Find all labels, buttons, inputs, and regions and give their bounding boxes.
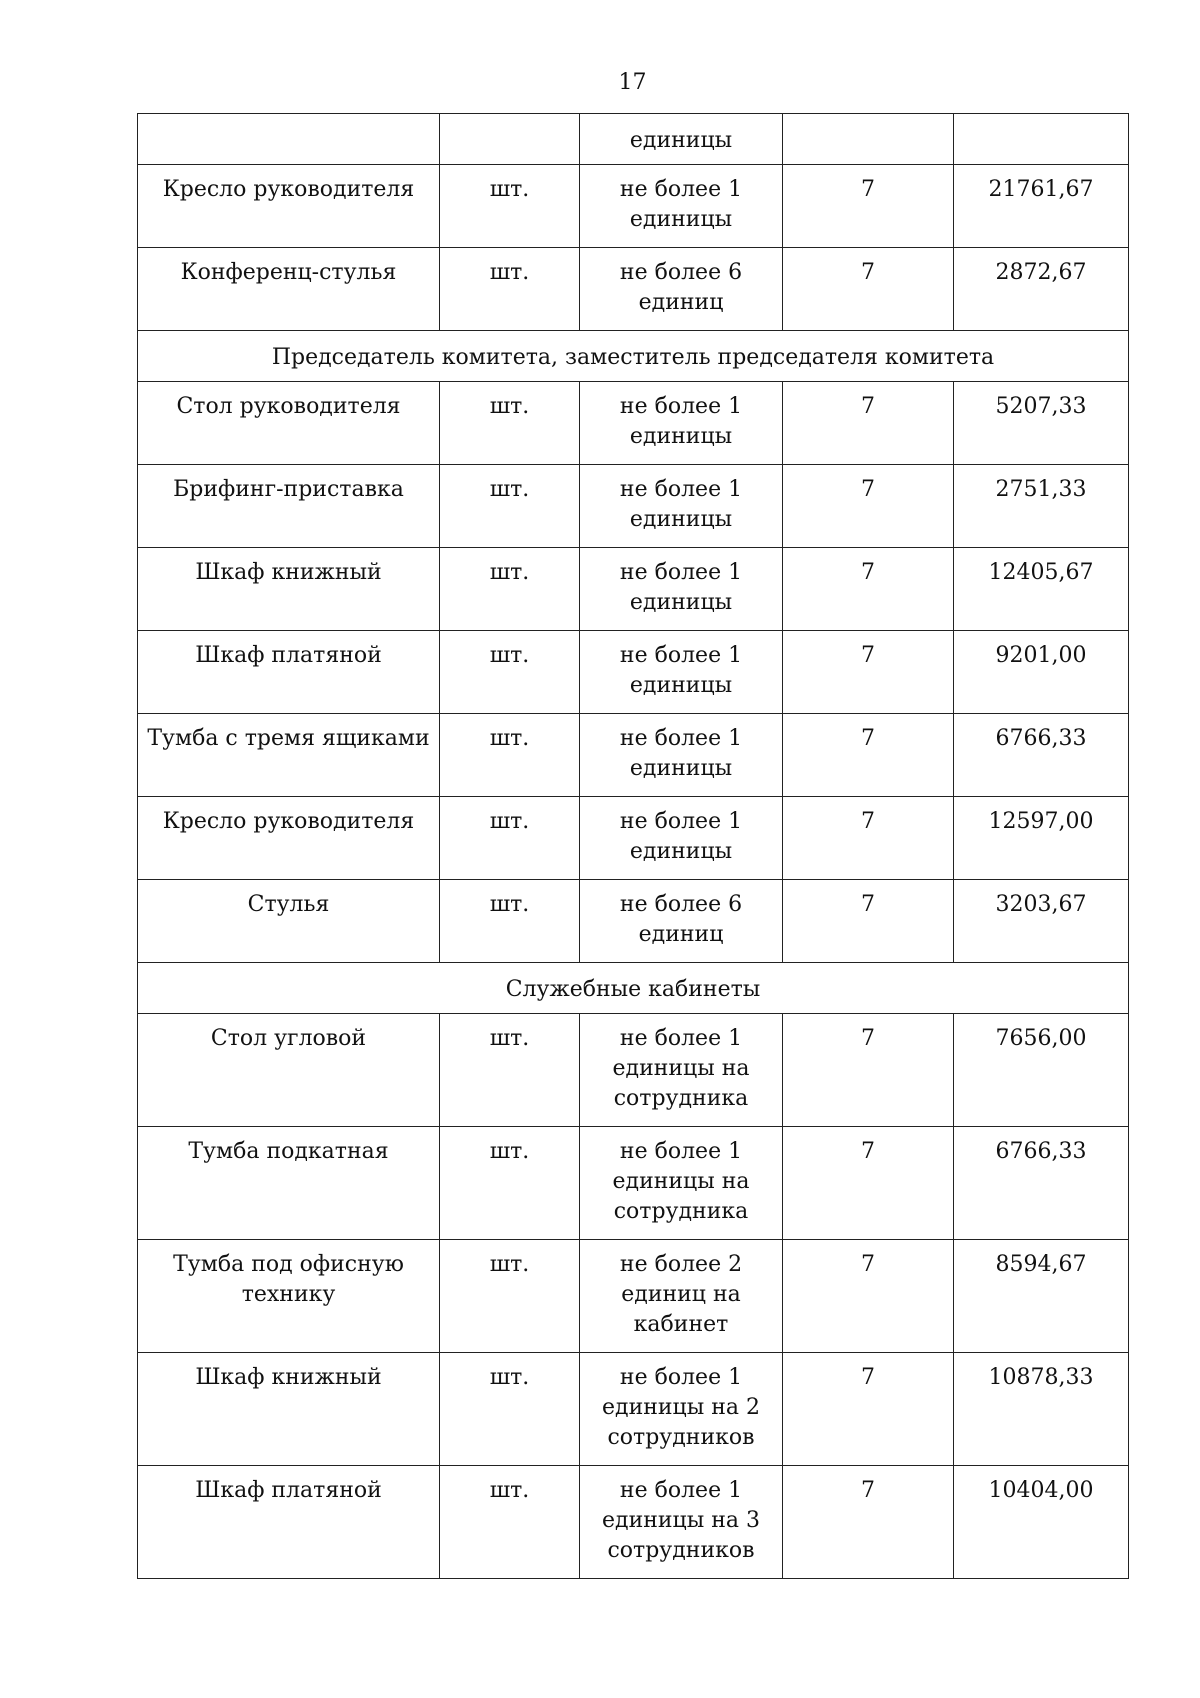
furniture-norms-table	[137, 113, 1129, 1579]
table-row	[138, 248, 1129, 331]
cell-unit: шт.	[440, 248, 580, 331]
cell-quantity: не более 1 единицы	[580, 465, 783, 548]
cell-term: 7	[783, 1240, 954, 1353]
cell-quantity: не более 1 единицы	[580, 714, 783, 797]
cell-term: 7	[783, 248, 954, 331]
table-row	[138, 1127, 1129, 1240]
cell-term	[783, 114, 954, 165]
cell-name: Кресло руководителя	[138, 165, 440, 248]
cell-name	[138, 114, 440, 165]
cell-price: 12405,67	[954, 548, 1129, 631]
cell-unit: шт.	[440, 714, 580, 797]
cell-name: Шкаф платяной	[138, 631, 440, 714]
table-row	[138, 1466, 1129, 1579]
cell-term: 7	[783, 797, 954, 880]
cell-term: 7	[783, 880, 954, 963]
table-row	[138, 880, 1129, 963]
cell-term: 7	[783, 165, 954, 248]
table-row	[138, 1353, 1129, 1466]
cell-name: Тумба под офисную технику	[138, 1240, 440, 1353]
table-row	[138, 631, 1129, 714]
cell-name: Конференц-стулья	[138, 248, 440, 331]
table-row	[138, 165, 1129, 248]
cell-price: 7656,00	[954, 1014, 1129, 1127]
cell-term: 7	[783, 1466, 954, 1579]
table-row	[138, 548, 1129, 631]
cell-name: Тумба с тремя ящиками	[138, 714, 440, 797]
cell-name: Стол угловой	[138, 1014, 440, 1127]
cell-quantity: не более 1 единицы	[580, 631, 783, 714]
cell-name: Тумба подкатная	[138, 1127, 440, 1240]
cell-price: 12597,00	[954, 797, 1129, 880]
cell-name: Стол руководителя	[138, 382, 440, 465]
cell-price: 10404,00	[954, 1466, 1129, 1579]
cell-unit: шт.	[440, 880, 580, 963]
continuation-row	[138, 114, 1129, 165]
cell-term: 7	[783, 1353, 954, 1466]
cell-quantity: единицы	[580, 114, 783, 165]
cell-quantity: не более 1 единицы на сотрудника	[580, 1127, 783, 1240]
cell-price: 3203,67	[954, 880, 1129, 963]
section-header-row	[138, 331, 1129, 382]
cell-term: 7	[783, 382, 954, 465]
cell-quantity: не более 1 единицы	[580, 797, 783, 880]
cell-price	[954, 114, 1129, 165]
cell-price: 8594,67	[954, 1240, 1129, 1353]
cell-name: Кресло руководителя	[138, 797, 440, 880]
cell-quantity: не более 6 единиц	[580, 880, 783, 963]
cell-quantity: не более 1 единицы	[580, 165, 783, 248]
cell-unit: шт.	[440, 1014, 580, 1127]
cell-unit: шт.	[440, 797, 580, 880]
table-row	[138, 797, 1129, 880]
cell-price: 6766,33	[954, 1127, 1129, 1240]
cell-name: Шкаф книжный	[138, 1353, 440, 1466]
cell-price: 6766,33	[954, 714, 1129, 797]
cell-unit: шт.	[440, 631, 580, 714]
cell-name: Шкаф книжный	[138, 548, 440, 631]
table-row	[138, 1014, 1129, 1127]
cell-term: 7	[783, 1014, 954, 1127]
cell-term: 7	[783, 548, 954, 631]
cell-term: 7	[783, 631, 954, 714]
cell-term: 7	[783, 714, 954, 797]
cell-name: Шкаф платяной	[138, 1466, 440, 1579]
cell-quantity: не более 6 единиц	[580, 248, 783, 331]
cell-unit: шт.	[440, 465, 580, 548]
cell-term: 7	[783, 465, 954, 548]
cell-quantity: не более 2 единиц на кабинет	[580, 1240, 783, 1353]
cell-price: 2872,67	[954, 248, 1129, 331]
cell-price: 9201,00	[954, 631, 1129, 714]
cell-price: 10878,33	[954, 1353, 1129, 1466]
table-row	[138, 1240, 1129, 1353]
cell-quantity: не более 1 единицы	[580, 548, 783, 631]
page-number: 17	[618, 70, 647, 95]
cell-price: 21761,67	[954, 165, 1129, 248]
cell-quantity: не более 1 единицы на 3 сотрудников	[580, 1466, 783, 1579]
cell-unit: шт.	[440, 1240, 580, 1353]
section-title: Председатель комитета, заместитель председателя комитета	[138, 331, 1129, 382]
table-body	[138, 114, 1129, 1579]
cell-unit: шт.	[440, 1466, 580, 1579]
table-row	[138, 382, 1129, 465]
cell-name: Брифинг-приставка	[138, 465, 440, 548]
cell-unit: шт.	[440, 1127, 580, 1240]
table-row	[138, 714, 1129, 797]
cell-unit: шт.	[440, 548, 580, 631]
section-title: Служебные кабинеты	[138, 963, 1129, 1014]
cell-unit: шт.	[440, 165, 580, 248]
cell-unit: шт.	[440, 382, 580, 465]
cell-price: 2751,33	[954, 465, 1129, 548]
cell-name: Стулья	[138, 880, 440, 963]
cell-unit	[440, 114, 580, 165]
cell-unit: шт.	[440, 1353, 580, 1466]
cell-quantity: не более 1 единицы на сотрудника	[580, 1014, 783, 1127]
section-header-row	[138, 963, 1129, 1014]
cell-price: 5207,33	[954, 382, 1129, 465]
cell-quantity: не более 1 единицы на 2 сотрудников	[580, 1353, 783, 1466]
table-row	[138, 465, 1129, 548]
cell-term: 7	[783, 1127, 954, 1240]
cell-quantity: не более 1 единицы	[580, 382, 783, 465]
